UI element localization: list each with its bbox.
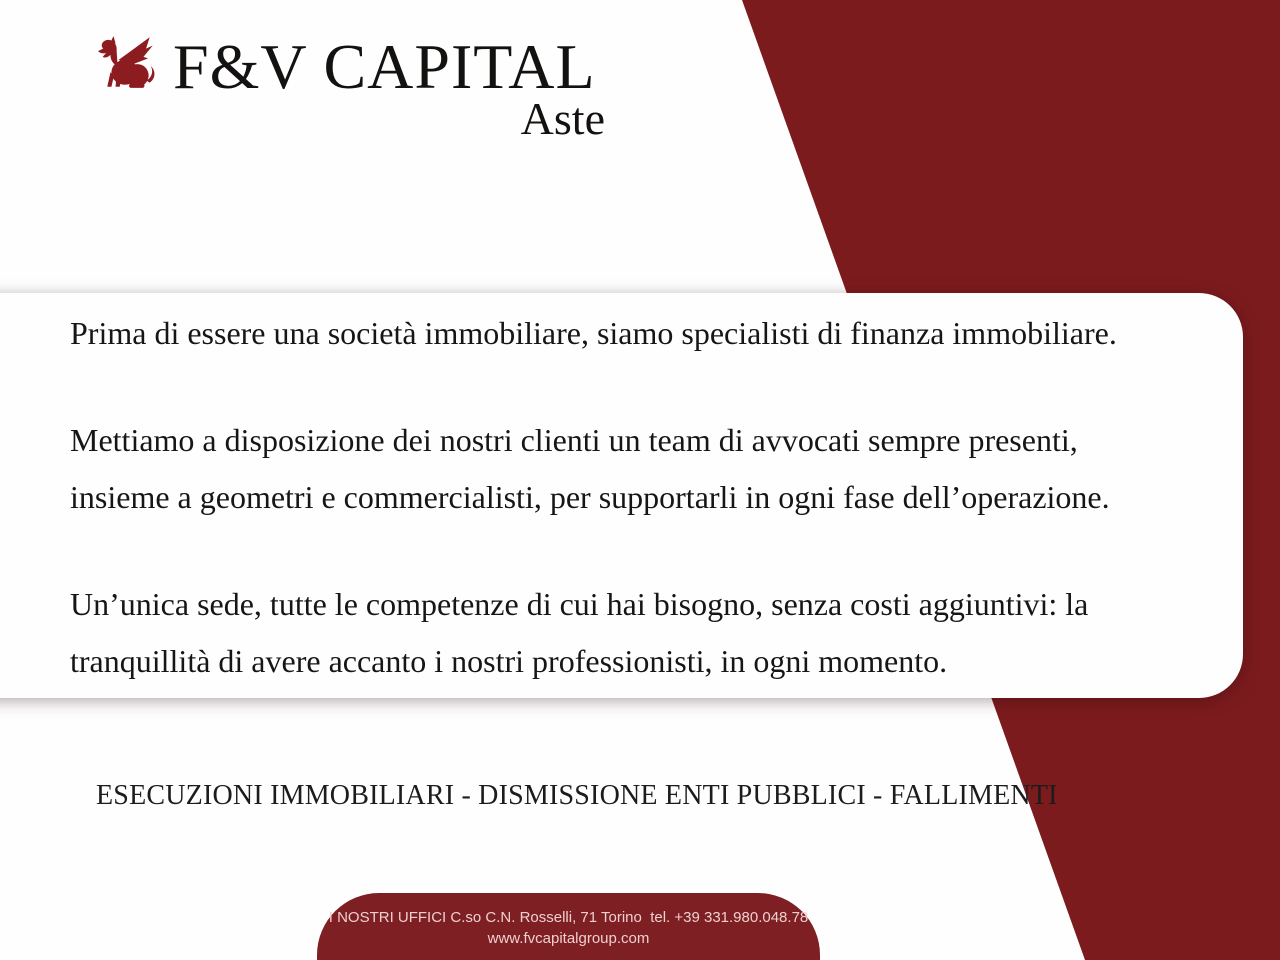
paragraph-2 xyxy=(70,412,1240,526)
brand-logo xyxy=(95,20,607,144)
paragraph-1 xyxy=(70,305,1240,362)
paragraph-line: Prima di essere una società immobiliare, siamo specialisti di finanza immobiliare. xyxy=(70,315,1117,351)
paragraph-line: Mettiamo a disposizione dei nostri clienti un team di avvocati sempre presenti, xyxy=(70,422,1078,458)
paragraph-line: Un’unica sede, tutte le competenze di cui hai bisogno, senza costi aggiuntivi: la xyxy=(70,586,1089,622)
paragraph-line: insieme a geometri e commercialisti, per supportarli in ogni fase dell’operazione. xyxy=(70,479,1110,515)
footer-website: www.fvcapitalgroup.com xyxy=(487,930,650,947)
paragraph-line: tranquillità di avere accanto i nostri professionisti, in ogni momento. xyxy=(70,643,948,679)
logo-subtitle: Aste xyxy=(520,93,605,144)
footer-contact-box xyxy=(317,893,820,960)
logo-wordmark: F&V CAPITAL xyxy=(173,31,596,102)
griffin-icon xyxy=(98,34,160,90)
intro-text xyxy=(70,305,1240,740)
services-line: ESECUZIONI IMMOBILIARI - DISMISSIONE ENTI PUBBLICI - FALLIMENTI xyxy=(96,780,1058,811)
footer-offices-line: I NOSTRI UFFICI C.so C.N. Rosselli, 71 Torino tel. +39 331.980.048.78 xyxy=(328,909,809,926)
paragraph-3 xyxy=(70,576,1240,690)
